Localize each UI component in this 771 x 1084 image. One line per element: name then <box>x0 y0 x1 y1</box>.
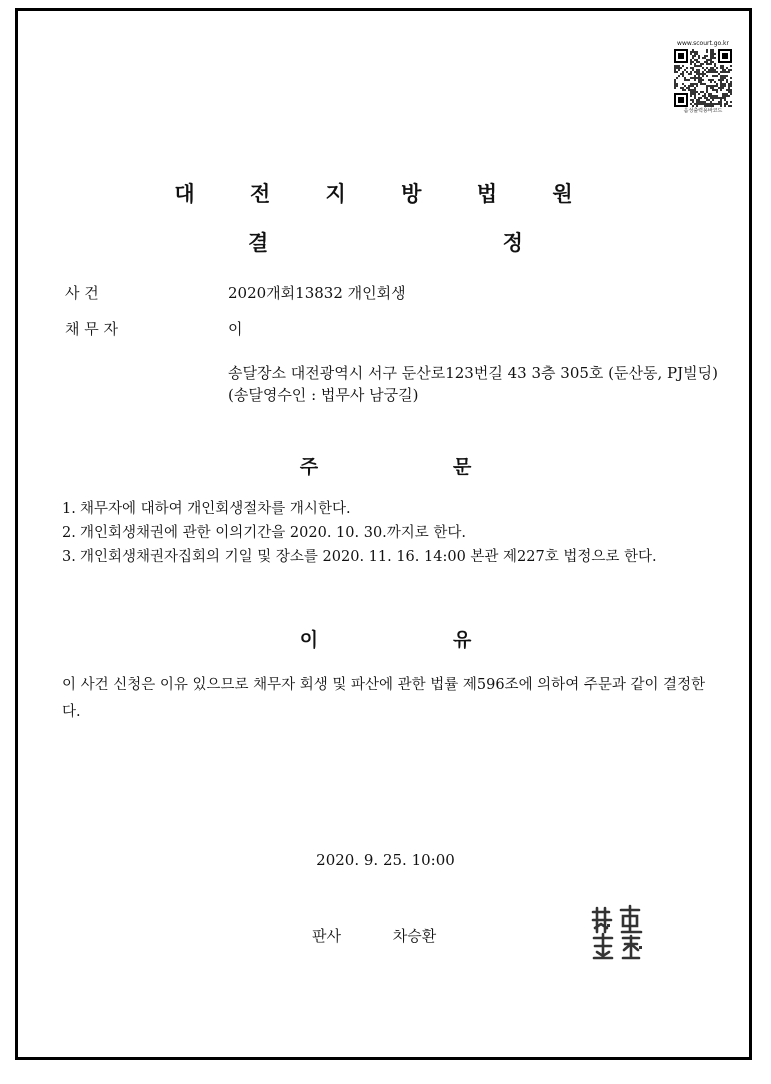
judge-title: 판사 <box>312 927 341 945</box>
qr-caption: 음성출력용바코드 <box>683 108 723 114</box>
document-type-char: 결 <box>248 231 269 255</box>
order-item <box>62 497 714 521</box>
order-list <box>62 497 714 569</box>
judge-signature-line <box>312 925 436 946</box>
debtor-name: 이 <box>228 320 243 338</box>
decision-date: 2020. 9. 25. 10:00 <box>316 851 455 869</box>
debtor-label: 채 무 자 <box>65 320 119 338</box>
order-title-char: 문 <box>452 456 472 478</box>
document-type-title <box>0 227 771 257</box>
order-item-number: 3. <box>62 549 76 565</box>
service-address: 송달장소 대전광역시 서구 둔산로123번길 43 3층 305호 (둔산동, PJ빌딩)(송달영수인 : 법무사 남궁길) <box>228 364 718 404</box>
order-item-number: 1. <box>62 501 76 517</box>
qr-code-block <box>666 40 740 115</box>
order-item-text: 채무자에 대하여 개인회생절차를 개시한다. <box>80 501 351 517</box>
order-section-title <box>0 452 771 479</box>
order-title-char: 주 <box>299 456 319 478</box>
reason-section-title <box>0 625 771 652</box>
reason-title-char: 유 <box>452 629 472 651</box>
case-label <box>65 282 185 303</box>
order-item-text: 개인회생채권에 관한 이의기간을 2020. 10. 30.까지로 한다. <box>80 525 467 541</box>
case-label-text: 사 건 <box>65 284 99 302</box>
order-item-number: 2. <box>62 525 76 541</box>
qr-url: www.scourt.go.kr <box>677 40 729 47</box>
order-item-text: 개인회생채권자집회의 기일 및 장소를 2020. 11. 16. 14:00 본관 제227호 법정으로 한다. <box>80 549 657 565</box>
document-type-char: 정 <box>502 231 523 255</box>
reason-text: 이 사건 신청은 이유 있으므로 채무자 회생 및 파산에 관한 법률 제596조에 의하여 주문과 같이 결정한다. <box>62 677 706 720</box>
order-item <box>62 545 714 569</box>
reason-title-char: 이 <box>299 629 319 651</box>
court-name: 대 전 지 방 법 원 <box>174 182 597 206</box>
judge-seal-icon <box>585 902 647 964</box>
qr-code-icon <box>674 49 732 107</box>
judge-name: 차승환 <box>392 927 437 945</box>
order-item <box>62 521 714 545</box>
case-number: 2020개회13832 개인회생 <box>228 284 406 302</box>
